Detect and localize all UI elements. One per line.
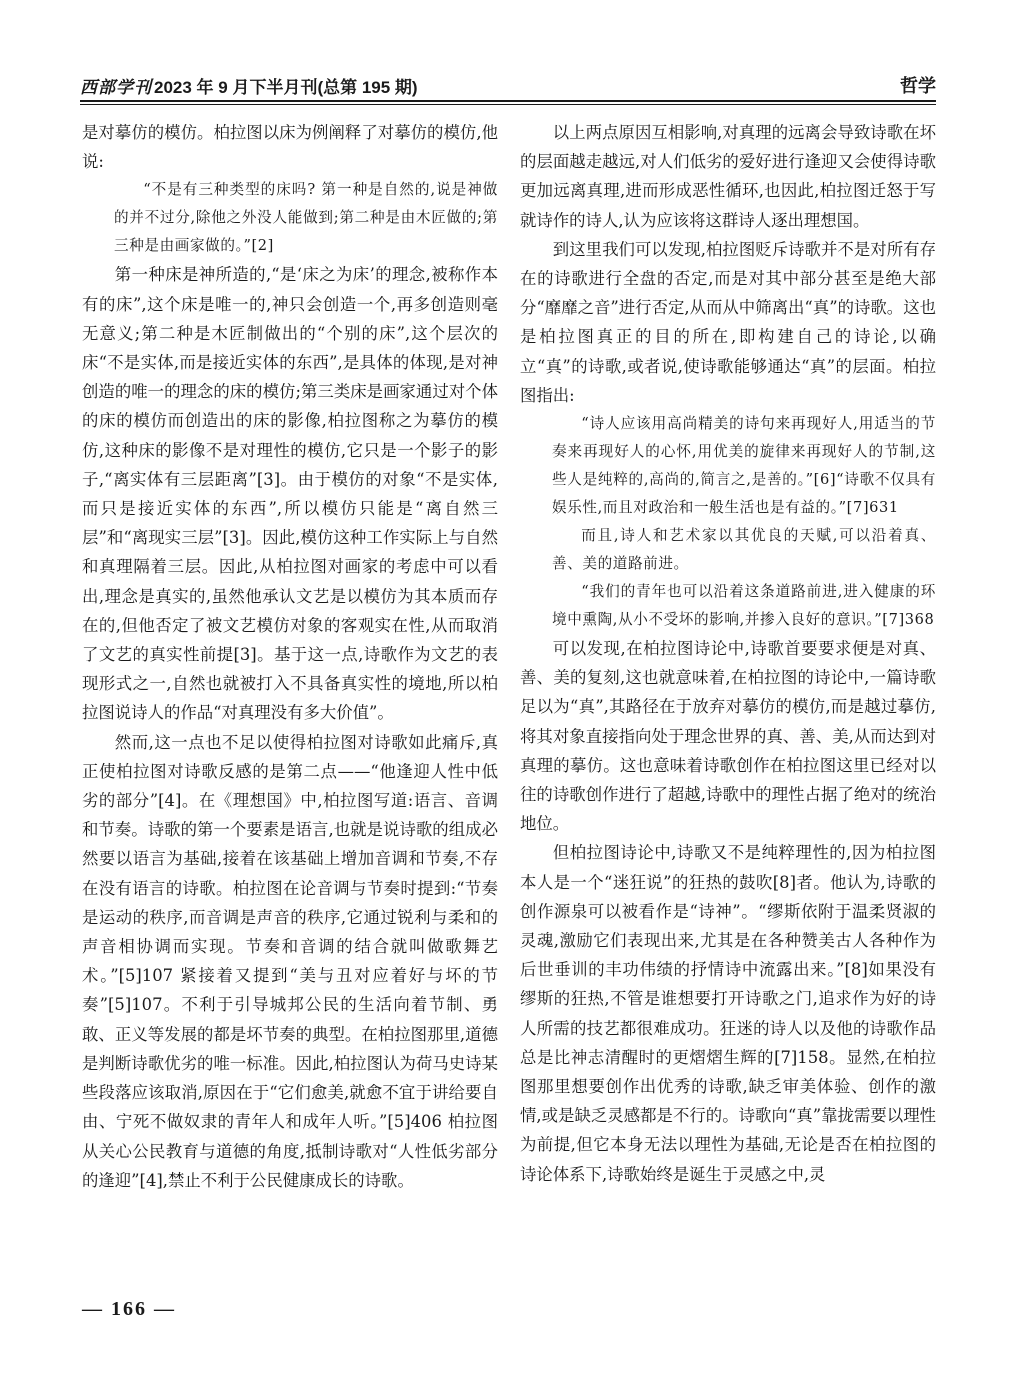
journal-name: 西部学刊 [80,78,152,98]
block-quote: “不是有三种类型的床吗? 第一种是自然的,说是神做的并不过分,除他之外没人能做到;第二种是由木匠做的;第三种是由画家做的。”[2] [114,181,498,255]
paragraph: 然而,这一点也不足以使得柏拉图对诗歌如此痛斥,真正使柏拉图对诗歌反感的是第二点——“他逢迎人性中低劣的部分”[4]。在《理想国》中,柏拉图写道:语言、音调和节奏。诗歌的第一个要素是语言,也就是说诗歌的组成必然要以语言为基础,接着在该基础上增加音调和节奏,不存在没有语言的诗歌。柏拉图在论音调与节奏时提到:“节奏是运动的秩序,而音调是声音的秩序,它通过锐利与柔和的声音相协调而实现。节奏和音调的结合就叫做歌舞艺术。”[5]107 紧接着又提到“美与丑对应着好与坏的节奏”[5]107。不利于引导城邦公民的生活向着节制、勇敢、正义等发展的都是坏节奏的典型。在柏拉图那里,道德是判断诗歌优劣的唯一标准。因此,柏拉图认为荷马史诗某些段落应该取消,原因在于“它们愈美,就愈不宜于讲给要自由、宁死不做奴隶的青年人和成年人听。”[5]406 柏拉图从关心公民教育与道德的角度,抵制诗歌对“人性低劣部分的逢迎”[4],禁止不利于公民健康成长的诗歌。 [82,732,498,1190]
header-rule-thin [80,104,936,105]
block-quote: 而且,诗人和艺术家以其优良的天赋,可以沿着真、善、美的道路前进。 [552,527,936,573]
page-number: — 166 — [82,1298,176,1320]
journal-info [80,73,418,98]
paragraph: 以上两点原因互相影响,对真理的远离会导致诗歌在坏的层面越走越远,对人们低劣的爱好进行逢迎又会使得诗歌更加远离真理,进而形成恶性循环,也因此,柏拉图迁怒于写就诗作的诗人,认为应该将这群诗人逐出理想国。 [520,123,936,230]
section-label: 哲学 [900,76,936,96]
paragraph: 是对摹仿的模仿。柏拉图以床为例阐释了对摹仿的模仿,他说: [82,123,498,172]
issue-info: 2023 年 9 月下半月刊(总第 195 期) [154,78,418,97]
paragraph: 但柏拉图诗论中,诗歌又不是纯粹理性的,因为柏拉图本人是一个“迷狂说”的狂热的鼓吹[8]者。他认为,诗歌的创作源泉可以被看作是“诗神”。“缪斯依附于温柔贤淑的灵魂,激励它们表现出来,尤其是在各种赞美古人各种作为后世垂训的丰功伟绩的抒情诗中流露出来。”[8]如果没有缪斯的狂热,不管是谁想要打开诗歌之门,追求作为好的诗人所需的技艺都很难成功。狂迷的诗人以及他的诗歌作品总是比神志清醒时的更熠熠生辉的[7]158。显然,在柏拉图那里想要创作出优秀的诗歌,缺乏审美体验、创作的激情,或是缺乏灵感都是不行的。诗歌向“真”靠拢需要以理性为前提,但它本身无法以理性为基础,无论是否在柏拉图的诗论体系下,诗歌始终是诞生于灵感之中,灵 [520,843,936,1184]
block-quote: “诗人应该用高尚精美的诗句来再现好人,用适当的节奏来再现好人的心怀,用优美的旋律来再现好人的节制,这些人是纯粹的,高尚的,简言之,是善的。”[6]“诗歌不仅具有娱乐性,而且对政治和一般生活也是有益的。”[7]631 [552,415,936,517]
header-rule [80,100,936,102]
block-quote: “我们的青年也可以沿着这条道路前进,进入健康的环境中熏陶,从小不受坏的影响,并掺入良好的意识。”[7]368 [552,583,936,629]
paragraph: 可以发现,在柏拉图诗论中,诗歌首要要求便是对真、善、美的复刻,这也就意味着,在柏拉图的诗论中,一篇诗歌足以为“真”,其路径在于放弃对摹仿的模仿,而是越过摹仿,将其对象直接指向处于理念世界的真、善、美,从而达到对真理的摹仿。这也意味着诗歌创作在柏拉图这里已经对以往的诗歌创作进行了超越,诗歌中的理性占据了绝对的统治地位。 [520,639,936,834]
paragraph: 到这里我们可以发现,柏拉图贬斥诗歌并不是对所有存在的诗歌进行全盘的否定,而是对其中部分甚至是绝大部分“靡靡之音”进行否定,从而从中筛离出“真”的诗歌。这也是柏拉图真正的目的所在,即构建自己的诗论,以确立“真”的诗歌,或者说,使诗歌能够通达“真”的层面。柏拉图指出: [520,239,936,405]
running-header [80,68,936,98]
paragraph: 第一种床是神所造的,“是‘床之为床’的理念,被称作本有的床”,这个床是唯一的,神只会创造一个,再多创造则毫无意义;第二种是木匠制做出的“个别的床”,这个层次的床“不是实体,而是接近实体的东西”,是具体的体现,是对神创造的唯一的理念的床的模仿;第三类床是画家通过对个体的床的模仿而创造出的床的影像,柏拉图称之为摹仿的模仿,这种床的影像不是对理性的模仿,它只是一个影子的影子,“离实体有三层距离”[3]。由于模仿的对象“不是实体,而只是接近实体的东西”,所以模仿只能是“离自然三层”和“离现实三层”[3]。因此,模仿这种工作实际上与自然和真理隔着三层。因此,从柏拉图对画家的考虑中可以看出,理念是真实的,虽然他承认文艺是以模仿为其本质而存在的,但他否定了被文艺模仿对象的客观实在性,从而取消了文艺的真实性前提[3]。基于这一点,诗歌作为文艺的表现形式之一,自然也就被打入不具备真实性的境地,所以柏拉图说诗人的作品“对真理没有多大价值”。 [82,265,498,723]
left-column [82,118,498,1195]
right-column [520,118,936,1189]
